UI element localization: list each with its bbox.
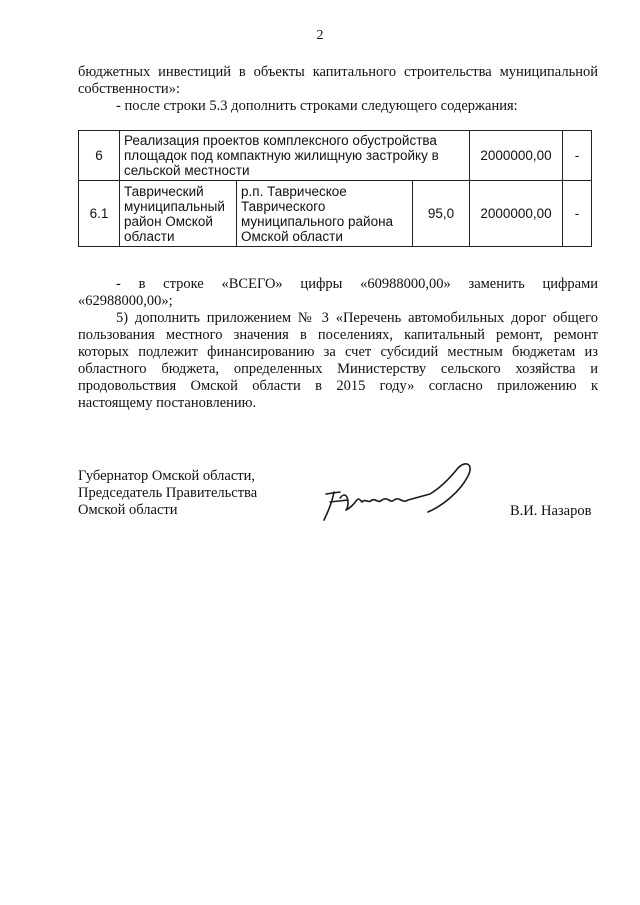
body-p2-line-5: продовольствия Омской области в 2015 году» согласно приложению к: [78, 378, 598, 394]
handwritten-signature: [318, 458, 488, 528]
row-percent: 95,0: [413, 181, 470, 247]
district-line: муниципальный: [124, 198, 225, 214]
table-row: [79, 181, 592, 247]
row-description: [120, 131, 470, 181]
description-line: площадок под компактную жилищную застройку в: [124, 148, 439, 163]
place-line: р.п. Таврическое: [241, 183, 347, 199]
signer-title-line: Губернатор Омской области,: [78, 468, 255, 484]
row-dash: -: [563, 131, 592, 181]
intro-line-3: - после строки 5.3 дополнить строками следующего содержания:: [116, 98, 518, 114]
intro-line-1: бюджетных инвестиций в объекты капитального строительства муниципальной: [78, 64, 598, 80]
row-district: [120, 181, 237, 247]
signature-title-block: [78, 468, 257, 519]
body-p2-line-3: которых подлежит финансированию за счет субсидий местным бюджетам из: [78, 344, 598, 360]
place-line: Таврического: [241, 198, 326, 214]
description-line: сельской местности: [124, 163, 250, 178]
row-amount: 2000000,00: [470, 131, 563, 181]
signer-name: В.И. Назаров: [510, 503, 592, 519]
row-number: 6.1: [79, 181, 120, 247]
body-p1-line-1: - в строке «ВСЕГО» цифры «60988000,00» заменить цифрами: [116, 276, 598, 292]
description-line: Реализация проектов комплексного обустройства: [124, 133, 437, 148]
place-line: Омской области: [241, 228, 343, 244]
body-p2-line-1: 5) дополнить приложением № 3 «Перечень автомобильных дорог общего: [116, 310, 598, 326]
row-place: [237, 181, 413, 247]
place-line: муниципального района: [241, 213, 394, 229]
body-p1-line-2: «62988000,00»;: [78, 293, 173, 309]
district-line: области: [124, 228, 175, 244]
signer-title-line: Омской области: [78, 502, 178, 518]
row-amount: 2000000,00: [470, 181, 563, 247]
row-number: 6: [79, 131, 120, 181]
page-number: 2: [316, 28, 324, 43]
body-p2-line-6: настоящему постановлению.: [78, 395, 257, 411]
intro-line-2: собственности»:: [78, 81, 180, 97]
row-dash: -: [563, 181, 592, 247]
amendment-table: [78, 130, 592, 247]
signer-title-line: Председатель Правительства: [78, 485, 258, 501]
body-p2-line-2: пользования местного значения в поселениях, капитальный ремонт, ремонт: [78, 327, 598, 343]
table-row: [79, 131, 592, 181]
district-line: район Омской: [124, 213, 213, 229]
body-p2-line-4: областного бюджета, определенных Министерству сельского хозяйства и: [78, 361, 598, 377]
district-line: Таврический: [124, 183, 204, 199]
